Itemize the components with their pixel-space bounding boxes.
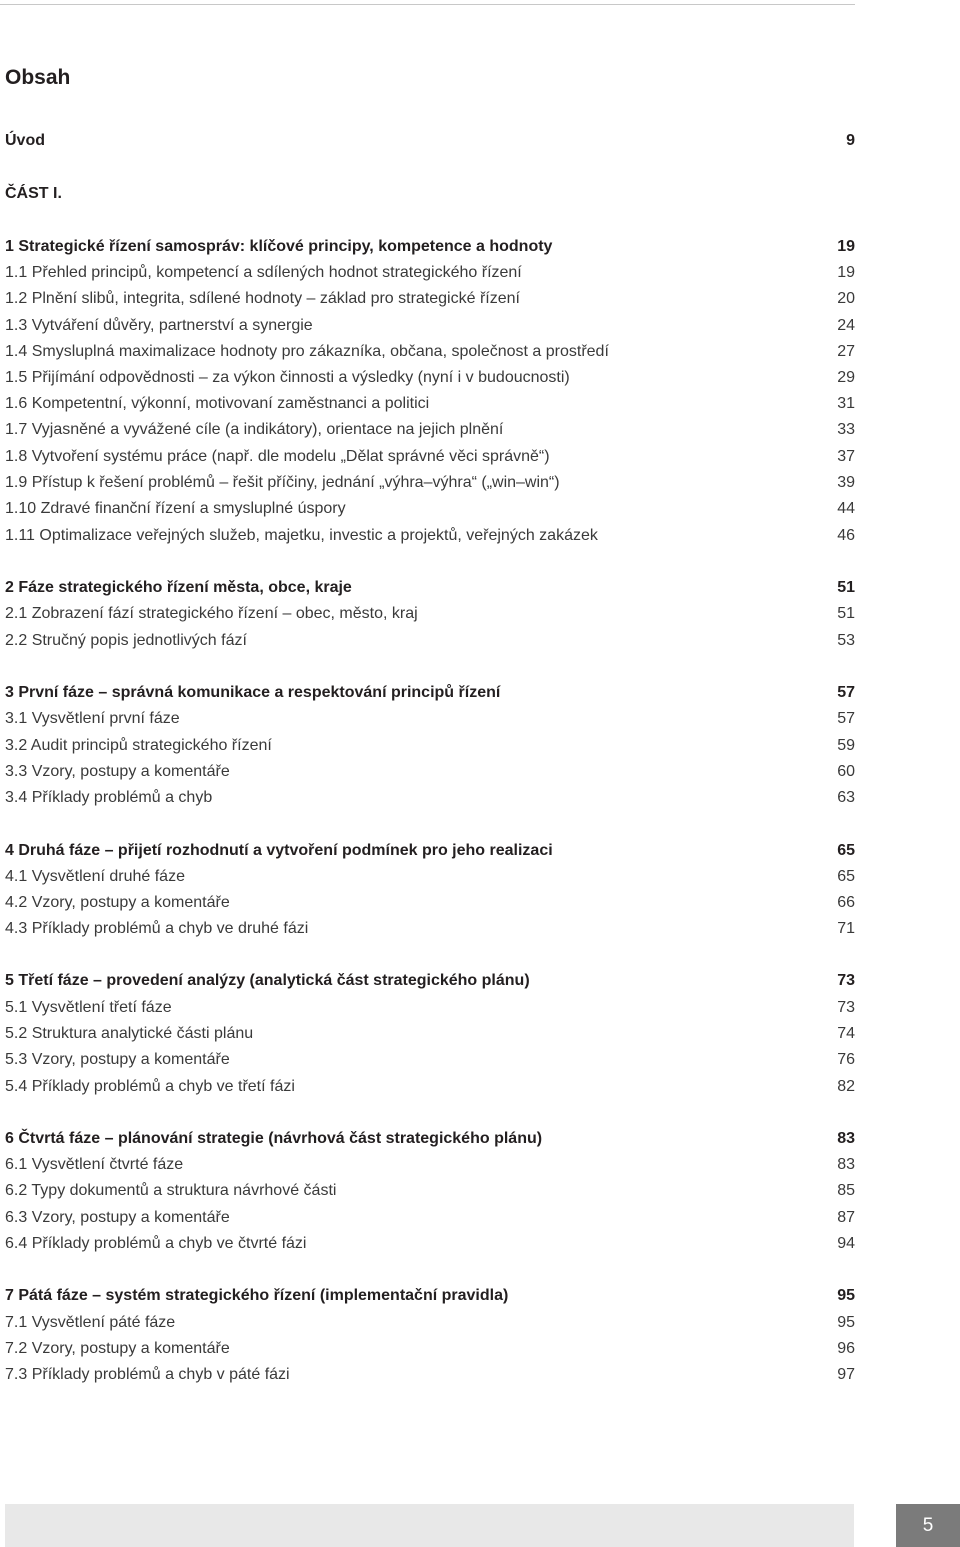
- toc-entry-page: 33: [837, 421, 855, 438]
- toc-entry[interactable]: [5, 238, 855, 256]
- toc-entry-title: ČÁST I.: [5, 185, 62, 202]
- top-divider: [0, 4, 855, 5]
- toc-entry[interactable]: [5, 1340, 855, 1358]
- toc-entry-title: 7.1 Vysvětlení páté fáze: [5, 1314, 176, 1331]
- toc-entry-title: 5 Třetí fáze – provedení analýzy (analytická část strategického plánu): [5, 972, 530, 989]
- toc-entry[interactable]: [5, 500, 855, 518]
- toc-entry-title: 6.1 Vysvětlení čtvrté fáze: [5, 1156, 184, 1173]
- toc-entry-title: 7.2 Vzory, postupy a komentáře: [5, 1340, 230, 1357]
- toc-entry-title: 7 Pátá fáze – systém strategického řízení (implementační pravidla): [5, 1287, 509, 1304]
- toc-entry[interactable]: [5, 1078, 855, 1096]
- toc-entry[interactable]: [5, 763, 855, 781]
- toc-entry[interactable]: [5, 1209, 855, 1227]
- toc-entry-page: 65: [837, 842, 855, 859]
- toc-entry-title: 4 Druhá fáze – přijetí rozhodnutí a vytvoření podmínek pro jeho realizaci: [5, 842, 553, 859]
- toc-entry-page: 63: [837, 789, 855, 806]
- toc-entry[interactable]: [5, 1314, 855, 1332]
- toc-entry-title: 3.4 Příklady problémů a chyb: [5, 789, 213, 806]
- toc-entry-title: 7.3 Příklady problémů a chyb v páté fázi: [5, 1366, 290, 1383]
- toc-entry-page: 51: [837, 579, 855, 596]
- toc-entry-page: 19: [837, 238, 855, 255]
- footer-band: [5, 1504, 854, 1547]
- toc-entry[interactable]: [5, 343, 855, 361]
- toc-entry-title: 1.4 Smysluplná maximalizace hodnoty pro zákazníka, občana, společnost a prostředí: [5, 343, 609, 360]
- toc-entry[interactable]: [5, 369, 855, 387]
- toc-entry[interactable]: [5, 920, 855, 938]
- toc-entry[interactable]: [5, 894, 855, 912]
- toc-entry-page: 73: [837, 999, 855, 1016]
- toc-entry-page: 97: [837, 1366, 855, 1383]
- toc-entry[interactable]: [5, 1051, 855, 1069]
- toc-entry-title: 1.11 Optimalizace veřejných služeb, majetku, investic a projektů, veřejných zakázek: [5, 527, 598, 544]
- toc-entry[interactable]: [5, 972, 855, 990]
- toc-entry-page: 85: [837, 1182, 855, 1199]
- toc-entry-page: 37: [837, 448, 855, 465]
- toc-entry[interactable]: [5, 1156, 855, 1174]
- toc-entry[interactable]: [5, 317, 855, 335]
- toc-entry-page: 46: [837, 527, 855, 544]
- toc-entry[interactable]: [5, 1182, 855, 1200]
- toc-entry-page: 73: [837, 972, 855, 989]
- toc-entry-page: 19: [837, 264, 855, 281]
- toc-entry-page: 95: [837, 1287, 855, 1304]
- toc-entry-title: 1.9 Přístup k řešení problémů – řešit příčiny, jednání „výhra–výhra“ („win–win“): [5, 474, 560, 491]
- toc-entry-page: 44: [837, 500, 855, 517]
- toc-entry-page: 31: [837, 395, 855, 412]
- toc-entry-page: 76: [837, 1051, 855, 1068]
- page-title: Obsah: [5, 66, 71, 89]
- toc-entry-title: 5.1 Vysvětlení třetí fáze: [5, 999, 172, 1016]
- toc-entry-title: 5.4 Příklady problémů a chyb ve třetí fázi: [5, 1078, 295, 1095]
- toc-entry-page: 29: [837, 369, 855, 386]
- toc-entry[interactable]: [5, 999, 855, 1017]
- toc-entry-page: 57: [837, 684, 855, 701]
- toc-entry-title: 6.2 Typy dokumentů a struktura návrhové části: [5, 1182, 337, 1199]
- toc-entry[interactable]: [5, 632, 855, 650]
- toc-entry-page: 27: [837, 343, 855, 360]
- toc-entry[interactable]: [5, 1025, 855, 1043]
- page-number: 5: [896, 1504, 960, 1547]
- toc-entry[interactable]: [5, 1287, 855, 1305]
- toc-entry-title: 4.3 Příklady problémů a chyb ve druhé fázi: [5, 920, 309, 937]
- toc-entry-page: 83: [837, 1156, 855, 1173]
- toc-entry-page: 87: [837, 1209, 855, 1226]
- toc-entry-page: 9: [846, 132, 855, 149]
- toc-entry-title: 2.2 Stručný popis jednotlivých fází: [5, 632, 247, 649]
- toc-entry[interactable]: [5, 605, 855, 623]
- toc-entry-title: 1.6 Kompetentní, výkonní, motivovaní zaměstnanci a politici: [5, 395, 430, 412]
- toc-entry[interactable]: [5, 264, 855, 282]
- toc-entry[interactable]: [5, 448, 855, 466]
- toc-entry-title: Úvod: [5, 132, 45, 149]
- toc-entry-title: 1.7 Vyjasněné a vyvážené cíle (a indikátory), orientace na jejich plnění: [5, 421, 504, 438]
- toc-entry-title: 6.3 Vzory, postupy a komentáře: [5, 1209, 230, 1226]
- toc-entry[interactable]: [5, 421, 855, 439]
- toc-entry[interactable]: [5, 842, 855, 860]
- toc-entry-page: 20: [837, 290, 855, 307]
- toc-entry-page: 82: [837, 1078, 855, 1095]
- toc-entry-title: 1.1 Přehled principů, kompetencí a sdílených hodnot strategického řízení: [5, 264, 522, 281]
- toc-entry-title: 1.3 Vytváření důvěry, partnerství a synergie: [5, 317, 313, 334]
- toc-entry-page: 60: [837, 763, 855, 780]
- toc-entry-page: 71: [837, 920, 855, 937]
- toc-entry[interactable]: [5, 290, 855, 308]
- toc-entry-title: 3.1 Vysvětlení první fáze: [5, 710, 180, 727]
- toc-entry-title: 5.3 Vzory, postupy a komentáře: [5, 1051, 230, 1068]
- toc-entry[interactable]: [5, 684, 855, 702]
- toc-entry-title: 4.1 Vysvětlení druhé fáze: [5, 868, 185, 885]
- toc-entry[interactable]: [5, 1235, 855, 1253]
- toc-entry[interactable]: [5, 1130, 855, 1148]
- toc-entry-page: 66: [837, 894, 855, 911]
- toc-entry-title: 2 Fáze strategického řízení města, obce, kraje: [5, 579, 352, 596]
- toc-entry-page: 53: [837, 632, 855, 649]
- toc-entry-title: 2.1 Zobrazení fází strategického řízení – obec, město, kraj: [5, 605, 418, 622]
- toc-entry[interactable]: [5, 395, 855, 413]
- toc-entry-title: 1.5 Přijímání odpovědnosti – za výkon činnosti a výsledky (nyní i v budoucnosti): [5, 369, 570, 386]
- toc-entry[interactable]: [5, 185, 855, 203]
- toc-entry[interactable]: [5, 868, 855, 886]
- toc-entry-page: 24: [837, 317, 855, 334]
- toc-entry-title: 4.2 Vzory, postupy a komentáře: [5, 894, 230, 911]
- toc-entry-title: 5.2 Struktura analytické části plánu: [5, 1025, 254, 1042]
- toc-entry[interactable]: [5, 789, 855, 807]
- toc-entry[interactable]: [5, 474, 855, 492]
- toc-entry-title: 6.4 Příklady problémů a chyb ve čtvrté fázi: [5, 1235, 307, 1252]
- toc-entry[interactable]: [5, 710, 855, 728]
- toc-entry[interactable]: [5, 132, 855, 150]
- toc-entry-page: 96: [837, 1340, 855, 1357]
- toc-entry-page: 95: [837, 1314, 855, 1331]
- toc-entry-title: 3.2 Audit principů strategického řízení: [5, 737, 272, 754]
- toc-entry-page: 94: [837, 1235, 855, 1252]
- toc-entry[interactable]: [5, 579, 855, 597]
- toc-entry-title: 6 Čtvrtá fáze – plánování strategie (návrhová část strategického plánu): [5, 1130, 543, 1147]
- toc-entry-page: 65: [837, 868, 855, 885]
- toc-entry-page: 39: [837, 474, 855, 491]
- toc-entry[interactable]: [5, 527, 855, 545]
- toc-entry-title: 1.2 Plnění slibů, integrita, sdílené hodnoty – základ pro strategické řízení: [5, 290, 520, 307]
- toc-entry-page: 57: [837, 710, 855, 727]
- toc-entry-page: 74: [837, 1025, 855, 1042]
- toc-entry-title: 1.10 Zdravé finanční řízení a smysluplné úspory: [5, 500, 346, 517]
- toc-entry-title: 1 Strategické řízení samospráv: klíčové principy, kompetence a hodnoty: [5, 238, 553, 255]
- toc-entry-title: 1.8 Vytvoření systému práce (např. dle modelu „Dělat správné věci správně“): [5, 448, 550, 465]
- toc-entry-title: 3 První fáze – správná komunikace a respektování principů řízení: [5, 684, 501, 701]
- toc-entry-page: 51: [837, 605, 855, 622]
- toc-entry-title: 3.3 Vzory, postupy a komentáře: [5, 763, 230, 780]
- toc-entry-page: 83: [837, 1130, 855, 1147]
- toc-entry[interactable]: [5, 1366, 855, 1384]
- toc-entry[interactable]: [5, 737, 855, 755]
- toc-entry-page: 59: [837, 737, 855, 754]
